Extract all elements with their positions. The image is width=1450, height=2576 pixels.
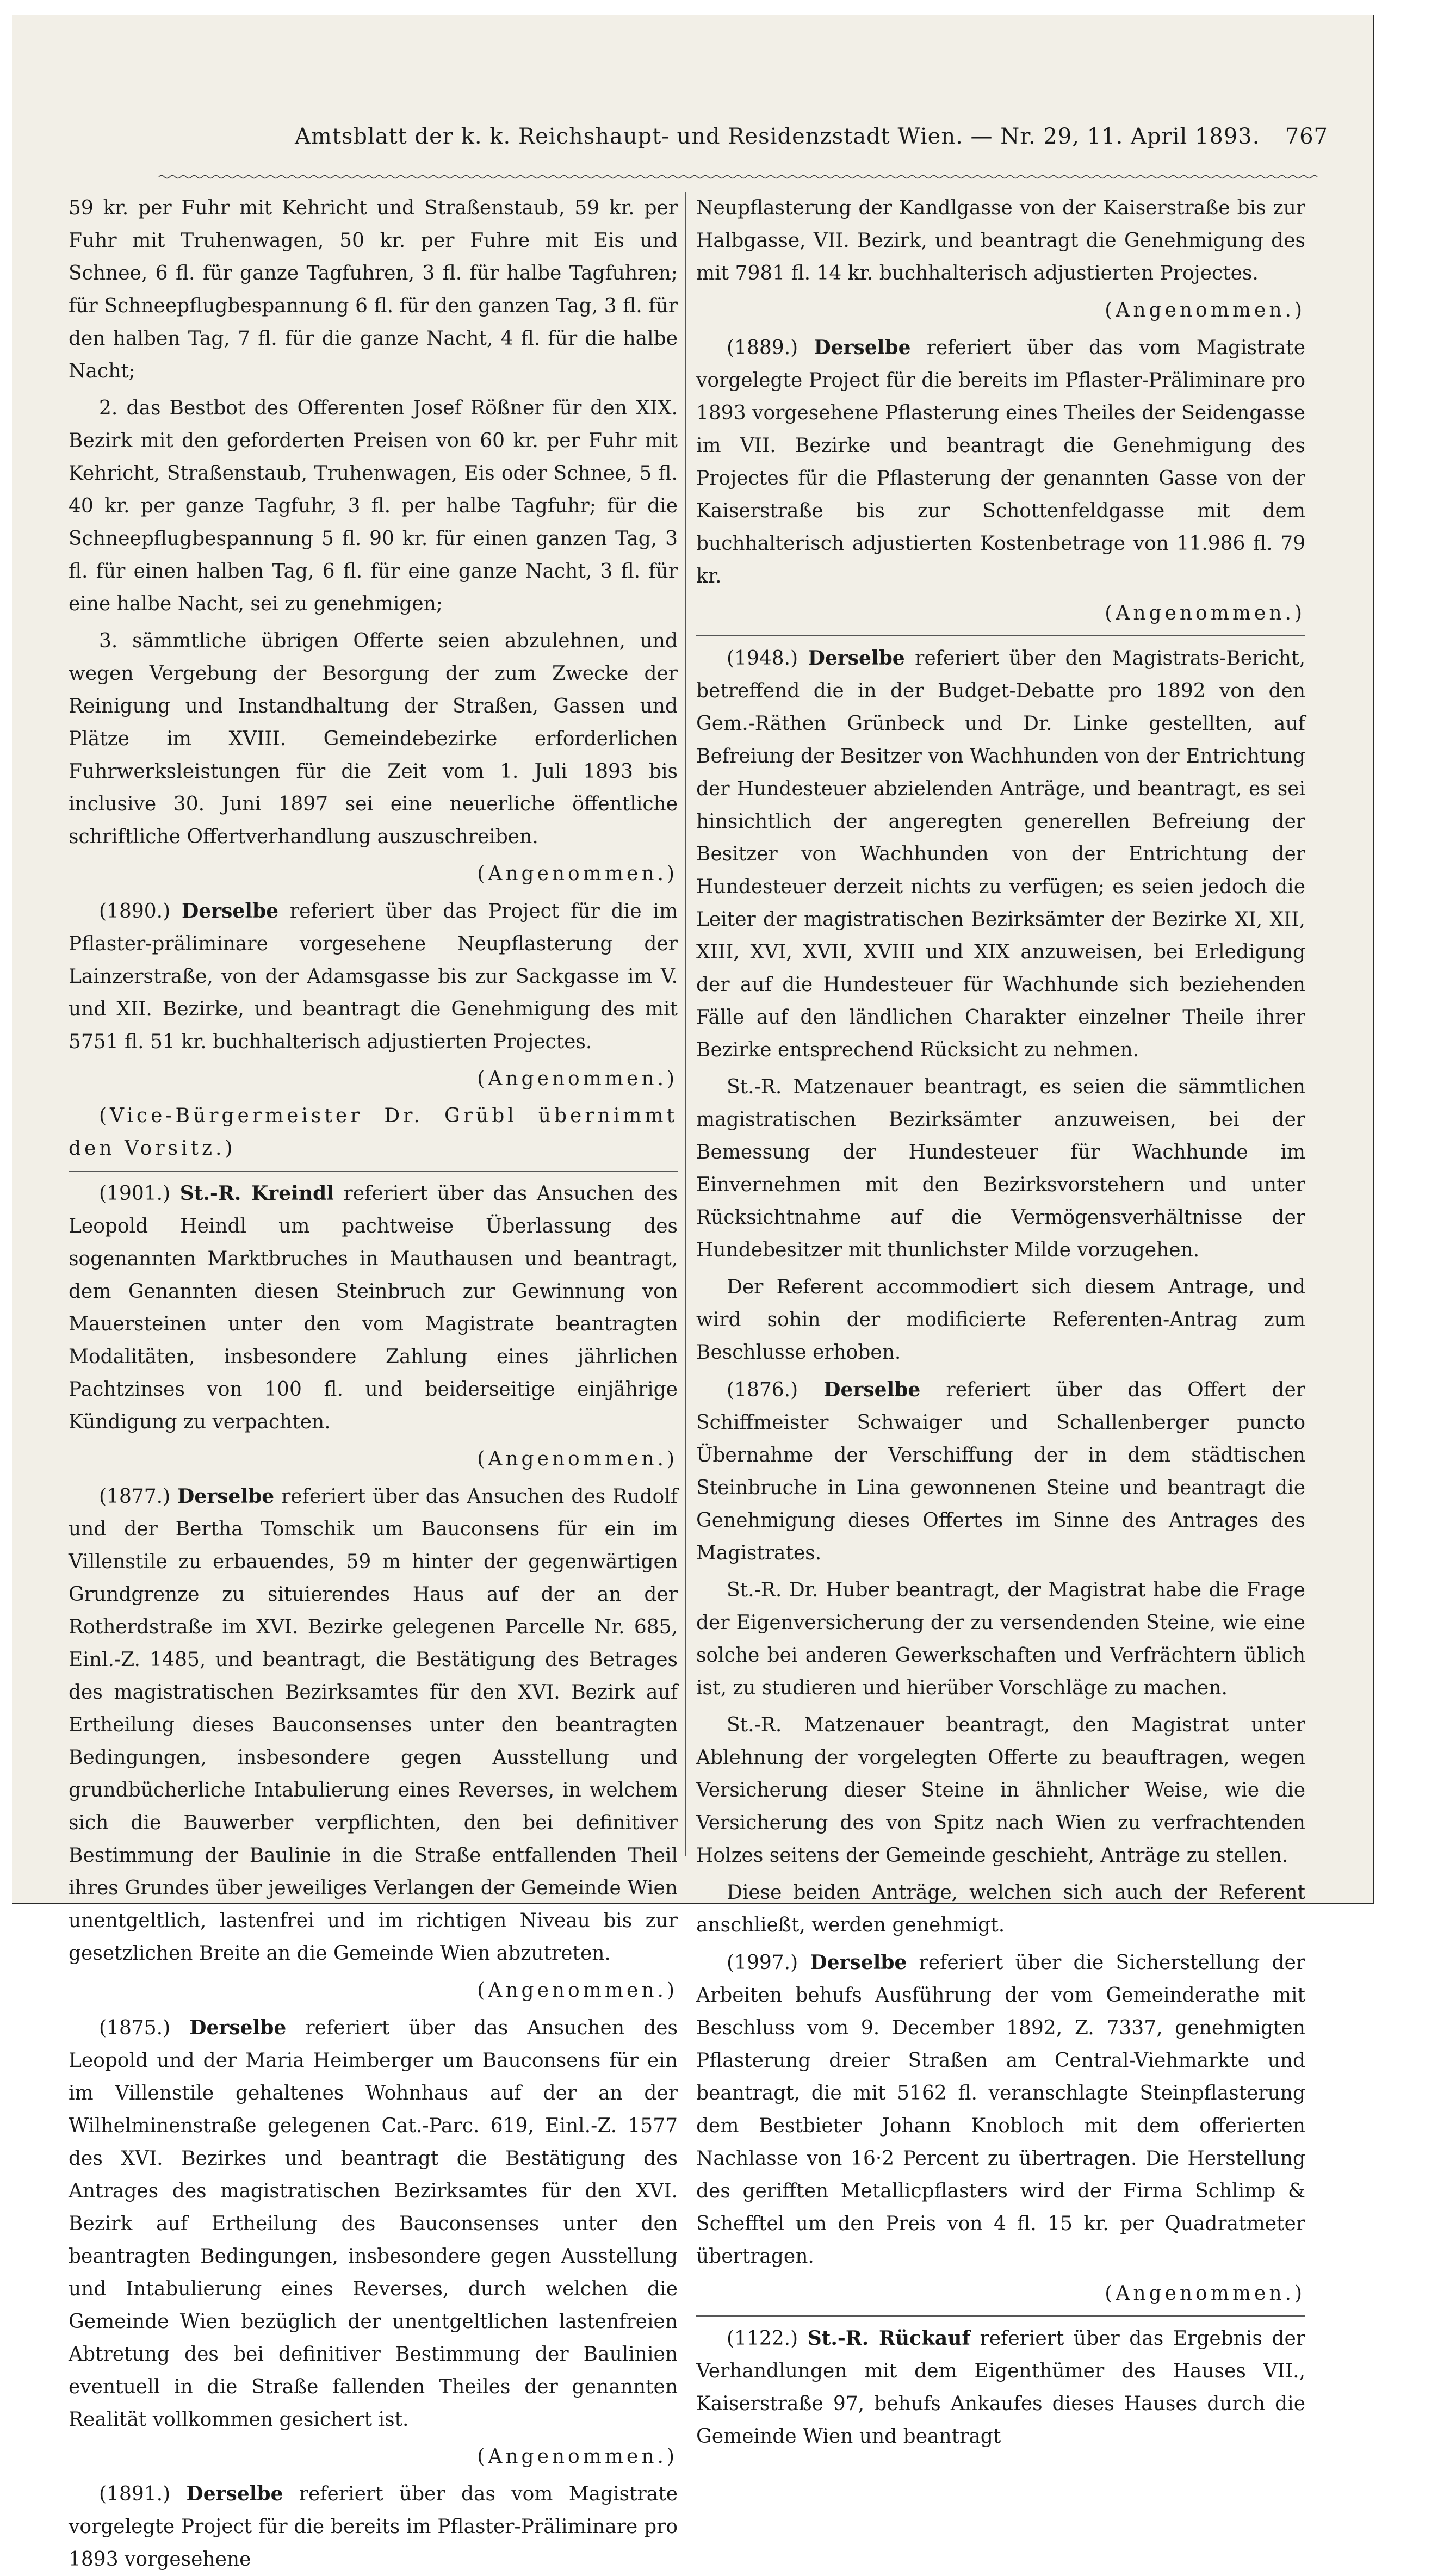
paragraph <box>696 1946 1305 2273</box>
item-number: (1891.) <box>99 2483 171 2505</box>
paragraph-text: 3. sämmtliche übrigen Offerte seien abzulehnen, und wegen Vergebung der Besorgung der zum Zwecke der Reinigung und Instandhaltung der Straßen, Gassen und Plätze im XVIII. Gemeindebezirke erforderlichen Fuhrwerksleistungen für die Zeit vom 1. Juli 1893 bis inclusive 30. Juni 1897 sei eine neuerliche öffentliche schriftliche Offertverhandlung auszuschreiben. <box>69 630 678 848</box>
paragraph: Diese beiden Anträge, welchen sich auch der Referent anschließt, werden genehmigt. <box>696 1881 1305 1936</box>
paragraph-text: referiert über das Ergebnis der Verhandlungen mit dem Eigenthümer des Hauses VII., Kaiserstraße 97, behufs Ankaufes dieses Hauses durch die Gemeinde Wien und beantragt <box>696 2327 1305 2448</box>
paragraph-text: referiert über das Project für die im Pflaster-präliminare vorgesehene Neupflasterung der Lainzerstraße, von der Adamsgasse bis zur Sackgasse im V. und XII. Bezirke, und beantragt die Genehmigung des mit 5751 fl. 51 kr. buchhalterisch adjustierten Projectes. <box>69 900 678 1053</box>
item-number: (1875.) <box>99 2017 171 2039</box>
paragraph <box>69 625 678 853</box>
paragraph-text: referiert über das vom Magistrate vorgelegte Project für die bereits im Pflaster-Präliminare pro 1893 vorgesehene Pflasterung eines Theiles der Seidengasse im VII. Bezirke und beantragt die Genehmigung des Projectes für die Pflasterung der genannten Gasse von der Kaiserstraße bis zur Schottenfeldgasse mit dem buchhalterisch adjustierten Kostenbetrage von 11.986 fl. 79 kr. <box>696 337 1305 587</box>
left-column <box>69 192 678 2571</box>
speaker: Derselbe <box>823 1378 921 1401</box>
paragraph <box>69 2478 678 2576</box>
status-accepted: (Angenommen.) <box>477 1068 678 1090</box>
item-number: (1948.) <box>727 647 798 670</box>
item-number: (1901.) <box>99 1182 171 1205</box>
section-rule <box>696 2315 1305 2317</box>
speaker: Derselbe <box>814 336 911 359</box>
paragraph: St.-R. Dr. Huber beantragt, der Magistrat habe die Frage der Eigenversicherung der zu versendenden Steine, wie eine solche bei anderen Gewerkschaften und Verfrächtern üblich ist, zu studieren und hierüber Vorschläge zu machen. <box>696 1579 1305 1699</box>
speaker: St.-R. Kreindl <box>179 1182 334 1205</box>
paragraph: St.-R. Matzenauer beantragt, den Magistrat unter Ablehnung der vorgelegten Offerte zu beauftragen, wegen Versicherung dieser Steine in ähnlicher Weise, wie die Versicherung des von Spitz nach Wien zu verfrachtenden Holzes seitens der Gemeinde geschieht, Anträge zu stellen. <box>696 1714 1305 1867</box>
status-accepted: (Angenommen.) <box>477 2445 678 2468</box>
paragraph: 2. das Bestbot des Offerenten Josef Rößner für den XIX. Bezirk mit den geforderten Preisen von 60 kr. per Fuhr mit Kehricht, Straßenstaub, Truhenwagen, Eis oder Schnee, 5 fl. 40 kr. per ganze Tagfuhr, 3 fl. per halbe Tagfuhr; für die Schneepflugbespannung 5 fl. 90 kr. für einen ganzen Tag, 3 fl. für einen halben Tag, 6 fl. für eine ganze Nacht, 3 fl. für eine halbe Nacht, sei zu genehmigen; <box>69 397 678 615</box>
section-rule <box>69 1171 678 1172</box>
paragraph: Neupflasterung der Kandlgasse von der Kaiserstraße bis zur Halbgasse, VII. Bezirk, und beantragt die Genehmigung des mit 7981 fl. 14 kr. buchhalterisch adjustierten Projectes. <box>696 197 1305 284</box>
paragraph-text: referiert über das Ansuchen des Rudolf und der Bertha Tomschik um Bauconsens für ein im Villenstile zu erbauendes, 59 m hinter der gegenwärtigen Grundgrenze zu situierendes Haus auf der an der Rotherdstraße im XVI. Bezirke gelegenen Parcelle Nr. 685, Einl.-Z. 1485, und beantragt, die Bestätigung des Betrages des magistratischen Bezirksamtes für den XVI. Bezirk auf Ertheilung dieses Bauconsenses unter den beantragten Bedingungen, insbesondere gegen Ausstellung und grundbücherliche Intabulierung eines Reverses, in welchem sich die Bauwerber verpflichten, den bei definitiver Bestimmung der Baulinie in die Straße entfallenden Theil ihres Grundes über jeweiliges Verlangen der Gemeinde Wien unentgeltlich, lastenfrei und im richtigen Niveau bis zur gesetzlichen Breite an die Gemeinde Wien abzutreten. <box>69 1485 678 1965</box>
paragraph <box>696 2322 1305 2453</box>
header-title: Amtsblatt der k. k. Reichshaupt- und Residenzstadt Wien. — Nr. 29, 11. April 1893. <box>295 124 1260 149</box>
speaker: Derselbe <box>186 2482 283 2505</box>
newspaper-page <box>12 15 1374 2571</box>
paragraph: 59 kr. per Fuhr mit Kehricht und Straßenstaub, 59 kr. per Fuhr mit Truhenwagen, 50 kr. per Fuhre mit Eis und Schnee, 6 fl. für ganze Tagfuhren, 3 fl. für halbe Tagfuhren; für Schneepflugbespannung 6 fl. für den ganzen Tag, 3 fl. für den halben Tag, 7 fl. für die ganze Nacht, 4 fl. für die halbe Nacht; <box>69 197 678 382</box>
item-number: (1889.) <box>727 337 798 359</box>
status-accepted: (Angenommen.) <box>1105 2282 1305 2305</box>
paragraph <box>69 2011 678 2436</box>
item-number: (1890.) <box>99 900 171 922</box>
status-accepted: (Angenommen.) <box>1105 299 1305 321</box>
section-rule <box>696 635 1305 636</box>
paragraph: Der Referent accommodiert sich diesem Antrage, und wird sohin der modificierte Referenten-Antrag zum Beschlusse erhoben. <box>696 1276 1305 1364</box>
paragraph-text: referiert über die Sicherstellung der Arbeiten behufs Ausführung der vom Gemeinderathe mit Beschluss vom 9. December 1892, Z. 7337, genehmigten Pflasterung dreier Straßen am Central-Viehmarkte und beantragt, die mit 5162 fl. veranschlagte Steinpflasterung dem Bestbieter Johann Knobloch mit dem offerierten Nachlasse von 16·2 Percent zu übertragen. Die Herstellung des gerifften Metallicpflasters wird der Firma Schlimp & Schefftel um den Preis von 4 fl. 15 kr. per Quadratmeter übertragen. <box>696 1952 1305 2268</box>
paragraph <box>696 331 1305 593</box>
paragraph <box>69 1480 678 1970</box>
paragraph-text: referiert über den Magistrats-Bericht, betreffend die in der Budget-Debatte pro 1892 von den Gem.-Räthen Grünbeck und Dr. Linke gestellten, auf Befreiung der Besitzer von Wachhunden von der Entrichtung der Hundesteuer abzielenden Anträge, und beantragt, es sei hinsichtlich der angeregten generellen Befreiung der Besitzer von Wachhunden von der Entrichtung der Hundesteuer derzeit nichts zu verfügen; es seien jedoch die Leiter der magistratischen Bezirksämter der Bezirke XI, XII, XIII, XVI, XVII, XVIII und XIX anzuweisen, bei Erledigung der auf die Hundesteuer für Wachhunde sich beziehenden Fälle auf den ländlichen Charakter einzelner Theile ihrer Bezirke entsprechend Rücksicht zu nehmen. <box>696 647 1305 1061</box>
header-wavy-rule <box>159 174 1317 179</box>
status-accepted: (Angenommen.) <box>1105 602 1305 624</box>
item-number: (1876.) <box>727 1379 798 1401</box>
column-divider <box>685 192 686 1856</box>
paragraph-text: referiert über das vom Magistrate vorgelegte Project für die bereits im Pflaster-Präliminare pro 1893 vorgesehene <box>69 2483 678 2571</box>
paragraph-text: referiert über das Ansuchen des Leopold Heindl um pachtweise Überlassung des sogenannten Marktbruches in Mauthausen und beantragt, dem Genannten diesen Steinbruch zur Gewinnung von Mauersteinen unter den vom Magistrate beantragten Modalitäten, insbesondere Zahlung eines jährlichen Pachtzinses von 100 fl. und beiderseitige einjährige Kündigung zu verpachten. <box>69 1182 678 1433</box>
status-accepted: (Angenommen.) <box>477 863 678 885</box>
paragraph <box>696 642 1305 1067</box>
paragraph <box>69 1177 678 1439</box>
item-number: (1877.) <box>99 1485 171 1508</box>
speaker: Derselbe <box>810 1951 907 1974</box>
speaker: Derselbe <box>182 900 279 922</box>
page-number: 767 <box>1285 124 1328 149</box>
paragraph-notice: (Vice-Bürgermeister Dr. Grübl übernimmt den Vorsitz.) <box>69 1105 678 1160</box>
item-number: (1997.) <box>727 1952 798 1974</box>
status-accepted: (Angenommen.) <box>477 1448 678 1470</box>
paragraph <box>69 895 678 1058</box>
status-accepted: (Angenommen.) <box>477 1979 678 2002</box>
paragraph-text: referiert über das Offert der Schiffmeister Schwaiger und Schallenberger puncto Übernahme der Verschiffung der in dem städtischen Steinbruche in Lina gewonnenen Steine und beantragt die Genehmigung dieses Offertes im Sinne des Antrages des Magistrates. <box>696 1379 1305 1564</box>
speaker: Derselbe <box>808 647 905 670</box>
paragraph: St.-R. Matzenauer beantragt, es seien die sämmtlichen magistratischen Bezirksämter anzuweisen, bei der Bemessung der Hundesteuer für Wachhunde im Einvernehmen mit den Bezirksvorstehern und unter Rücksichtnahme auf die Vermögensverhältnisse der Hundebesitzer mit thunlichster Milde vorzugehen. <box>696 1076 1305 1261</box>
item-number: (1122.) <box>727 2327 798 2350</box>
right-column <box>696 192 1305 2448</box>
paragraph-text: referiert über das Ansuchen des Leopold und der Maria Heimberger um Bauconsens für ein im Villenstile gehaltenes Wohnhaus auf der an der Wilhelminenstraße gelegenen Cat.-Parc. 619, Einl.-Z. 1577 des XVI. Bezirkes und beantragt die Bestätigung des Antrages des magistratischen Bezirksamtes für den XVI. Bezirk auf Ertheilung des Bauconsenses unter den beantragten Bedingungen, insbesondere gegen Ausstellung und Intabulierung eines Reverses, durch welchen die Gemeinde Wien bezüglich der unentgeltlichen lastenfreien Abtretung des bei definitiver Bestimmung der Baulinien eventuell in die Straße fallenden Theiles der genannten Realität vollkommen gesichert ist. <box>69 2017 678 2431</box>
paragraph <box>696 1373 1305 1570</box>
speaker: Derselbe <box>189 2016 287 2039</box>
speaker: Derselbe <box>177 1485 275 1508</box>
page-header <box>295 124 1328 157</box>
speaker: St.-R. Rückauf <box>807 2327 970 2350</box>
